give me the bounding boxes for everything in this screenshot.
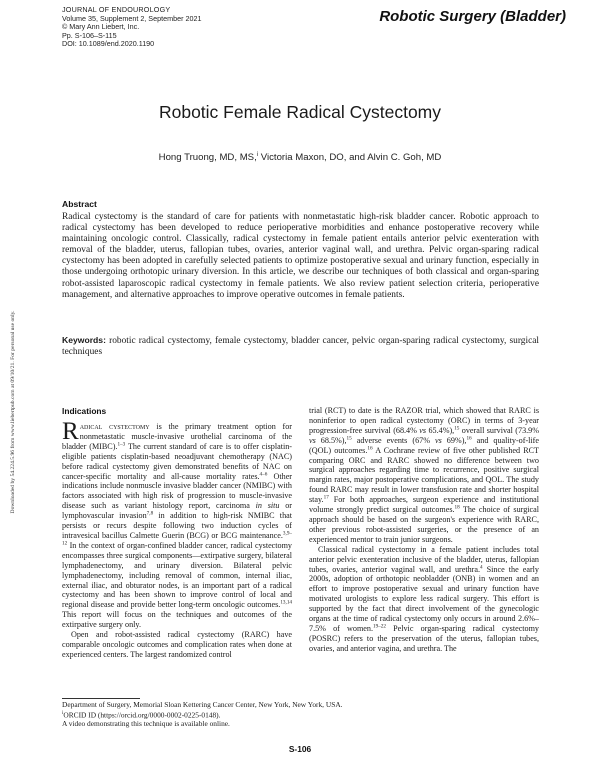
lead-smallcaps: adical cystectomy — [79, 422, 150, 431]
footnotes — [62, 700, 542, 728]
citation: 4 — [480, 563, 483, 570]
page-range: Pp. S-106–S-115 — [62, 30, 117, 40]
doi-line: DOI: 10.1089/end.2020.1190 — [62, 39, 155, 49]
orcid-marker: i — [256, 151, 259, 158]
orcid-note-text: ORCID ID (https://orcid.org/0000-0002-0225-0148). — [63, 710, 221, 720]
body-text-italic: vs — [419, 425, 427, 435]
citation: 3,9–12 — [62, 530, 292, 547]
body-text: trial (RCT) to date is the RAZOR trial, which showed that RARC is noninferior to open radical cystectomy (ORC) in terms of 3-year progression-free survival (68.4% — [309, 406, 539, 435]
keywords-label: Keywords: — [62, 335, 106, 345]
body-text-italic: vs — [435, 435, 442, 445]
body-text-italic: vs — [309, 435, 316, 445]
body-paragraph — [309, 406, 539, 545]
section-label: Robotic Surgery (Bladder) — [379, 8, 566, 25]
journal-header — [62, 6, 201, 49]
article-title: Robotic Female Radical Cystectomy — [158, 102, 442, 122]
author-others: Victoria Maxon, DO, and Alvin C. Goh, MD — [258, 152, 442, 163]
citation: 13,14 — [280, 599, 292, 606]
body-text: This report will focus on the techniques and outcomes of the extirpative surgery only. — [62, 610, 292, 630]
body-text: Other indications include nonmuscle invasive bladder cancer (NMIBC) with factors associated with high risk of progression to muscle-invasive disease such as variant histology report, carcinoma — [62, 471, 293, 511]
download-notice-text: Downloaded by 54.224.5.96 from www.liebertpub.com at 09/10/21. For personal use only. — [10, 310, 16, 514]
page-number: S-106 — [288, 744, 312, 754]
keywords-block — [62, 335, 539, 358]
body-text: Pelvic organ-sparing radical cystectomy (POSRC) refers to the preservation of the uterus, fallopian tubes, ovaries, and anterior vagina, and urethra. The — [309, 623, 539, 653]
body-text: and quality-of-life (QOL) outcomes. — [309, 435, 539, 455]
body-text: 65.4%), — [426, 425, 455, 435]
citation: 18 — [454, 504, 460, 511]
body-text: 69%), — [441, 435, 467, 445]
body-text-italic: in situ — [255, 501, 280, 511]
body-column-left — [62, 418, 293, 660]
body-text: The choice of surgical approach should be based on the surgeon's experience with RARC, other previous robot-assisted surgeries, or the presence of an experienced mentor to train junior surgeons. — [309, 505, 539, 544]
drop-cap: R — [62, 418, 79, 445]
body-text: in addition to high-risk NMIBC that persists or recurs despite following two induction cycles of intravesical bacillus Calmette Guerin (BCG) or BCG maintenance. — [62, 511, 292, 540]
body-column-right — [309, 406, 539, 654]
body-text: In the context of organ-confined bladder cancer, radical cystectomy encompasses three surgical components—extirpative surgery, bilateral lymphadenectomy, and urinary diversion. Bilateral pelvic lymphadenectomy, including removal of common, internal iliac, external iliac, and obturator nodes, is an important part of a radical cystectomy and has been shown to improve control of local and regional disease and provide better long-term oncologic outcomes. — [62, 540, 292, 610]
citation: 19–22 — [372, 623, 386, 630]
body-text: A Cochrane review of five other published RCT comparing ORC and RARC showed no difference between two surgical approaches regarding time to recurrence, positive surgical margin rates, major postoperative complications, and QOL. The study found RARC may result in lower transfusion rate and shorter hospital stay. — [309, 445, 539, 505]
video-note: A video demonstrating this technique is available online. — [62, 719, 230, 729]
author-list — [0, 152, 600, 163]
citation: 15 — [346, 435, 352, 441]
section-heading-indications: Indications — [62, 406, 107, 416]
body-text: Since the early 2000s, adoption of orthotopic neobladder (ONB) in women and an effort to improve postoperative sexual and urinary function have motivated urologists to explore less radical surgery. This effort is supported by the fact that direct involvement of the gynecologic organs at the time of radical cystectomy only occurs in around 2.6%–7.5% of women. — [309, 564, 539, 633]
body-text: adverse events (67% — [351, 435, 435, 445]
body-paragraph — [62, 418, 293, 630]
body-paragraph — [309, 545, 539, 654]
journal-volume: Volume 35, Supplement 2, September 2021 — [62, 13, 202, 23]
keywords-text: robotic radical cystectomy, female cystectomy, bladder cancer, pelvic organ-sparing radical cystectomy, surgical techniques — [62, 336, 539, 358]
body-text: For both approaches, surgeon experience and institutional volume strongly predict surgical outcomes. — [309, 495, 539, 515]
footnote-divider — [62, 698, 140, 699]
body-text: or lymphovascular invasion — [62, 501, 292, 521]
orcid-note — [62, 709, 542, 719]
copyright-line: © Mary Ann Liebert, Inc. — [62, 22, 140, 32]
journal-name: JOURNAL OF ENDOUROLOGY — [62, 5, 171, 14]
body-text: is the primary treatment option for nonmetastatic muscle-invasive urothelial carcinoma of the bladder (MIBC). — [62, 422, 293, 451]
citation: 7,8 — [146, 510, 154, 517]
citation: 16 — [367, 444, 373, 451]
body-text: overall survival (73.9% — [459, 425, 539, 435]
citation: 17 — [323, 494, 329, 501]
download-notice — [6, 232, 20, 592]
orcid-note-marker: i — [62, 711, 64, 716]
abstract-heading: Abstract — [62, 199, 97, 209]
citation: 1–3 — [117, 441, 126, 448]
body-text: The current standard of care is to offer cisplatin-eligible patients cisplatin-based neoadjuvant chemotherapy (NAC) before radical cystectomy given demonstrated benefits of NAC on cancer-specific mortality and all-cause mortality rates. — [62, 441, 293, 481]
body-text: 68.5%), — [315, 435, 347, 445]
author-truong: Hong Truong, MD, MS, — [158, 152, 257, 163]
affiliation-note: Department of Surgery, Memorial Sloan Kettering Cancer Center, New York, New York, USA. — [62, 700, 343, 709]
body-paragraph: Open and robot-assisted radical cystectomy (RARC) have comparable oncologic outcomes and complication rates when done at experienced centers. The largest randomized control — [62, 630, 292, 659]
citation: 4–6 — [259, 470, 268, 477]
abstract-text: Radical cystectomy is the standard of care for patients with nonmetastatic high-risk bladder cancer. Robotic approach to radical cystectomy has been developed to reduce perioperative morbidities and enhance postoperative recovery while maintaining oncologic control. Classically, radical cystectomy in female patient entails anterior pelvic exenteration with removal of the bladder, uterus, fallopian tubes, ovaries, anterior vaginal wall, and urethra. Pelvic organ-sparing radical cystectomy has been adopted in carefully selected patients to optimize postoperative sexual and urinary function, especially in those undergoing orthotopic urinary diversion. In this article, we describe our techniques of both classical and organ-sparing robot-assisted laparoscopic radical cystectomy in female patients. We also review patient selection criteria, perioperative management, and alternative approaches to improve operative outcomes in female patients. — [62, 212, 539, 300]
citation: 15 — [454, 425, 460, 432]
citation: 16 — [466, 435, 472, 441]
body-text: Classical radical cystectomy in a female patient includes total anterior pelvic exenteration inclusive of the bladder, uterus, fallopian tubes, ovaries, anterior vaginal wall, and urethra. — [309, 544, 539, 574]
